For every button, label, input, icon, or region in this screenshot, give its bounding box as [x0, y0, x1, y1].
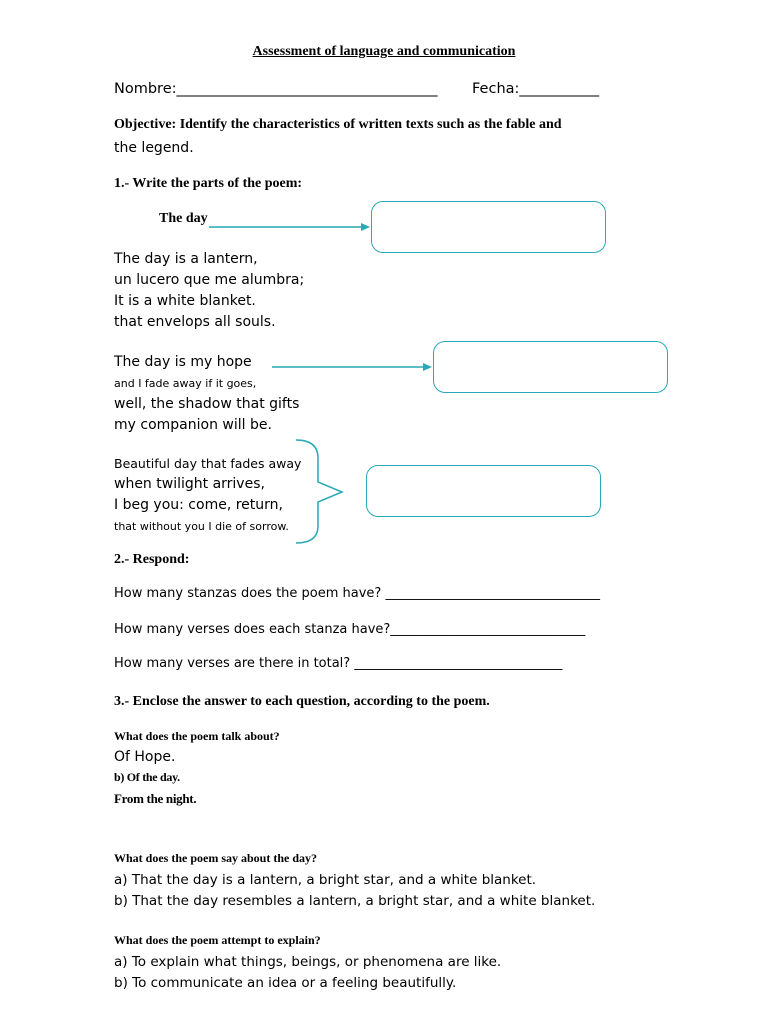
stanza-3: [114, 453, 301, 537]
verse: that without you I die of sorrow.: [114, 520, 289, 533]
verse: Beautiful day that fades away: [114, 456, 302, 471]
question-1: What does the poem talk about?: [114, 729, 280, 743]
question-3: What does the poem attempt to explain?: [114, 933, 321, 947]
section-3-heading: 3.- Enclose the answer to each question, according to the poem.: [114, 694, 490, 709]
q2-option-b[interactable]: b) That the day resembles a lantern, a bright star, and a white blanket.: [114, 893, 596, 909]
q2-options: [114, 870, 595, 912]
q3-options: [114, 952, 501, 994]
section-1-heading: 1.- Write the parts of the poem:: [114, 176, 303, 191]
nombre-field[interactable]: Nombre:____________________________________: [114, 81, 438, 97]
section-2-heading: 2.- Respond:: [114, 552, 190, 567]
q1-option-b[interactable]: b) Of the day.: [114, 770, 180, 784]
verse: my companion will be.: [114, 417, 272, 433]
verse: The day is a lantern,: [114, 251, 258, 267]
respond-question-stanzas[interactable]: How many stanzas does the poem have? _________________________________: [114, 586, 600, 601]
poem-title: The day: [159, 211, 208, 226]
respond-question-verses-per-stanza[interactable]: How many verses does each stanza have?______________________________: [114, 622, 586, 637]
verse: The day is my hope: [114, 354, 252, 370]
verse: well, the shadow that gifts: [114, 396, 300, 412]
verse: that envelops all souls.: [114, 314, 276, 330]
objective-line-2: the legend.: [114, 140, 194, 156]
q1-option-a[interactable]: Of Hope.: [114, 749, 176, 765]
verse: It is a white blanket.: [114, 293, 256, 309]
respond-question-total-verses[interactable]: How many verses are there in total? ________________________________: [114, 656, 563, 671]
verse-answer-box[interactable]: [366, 465, 601, 517]
verse: un lucero que me alumbra;: [114, 272, 305, 288]
objective-line-1: Objective: Identify the characteristics of written texts such as the fable and: [114, 117, 562, 132]
poem-title-answer-box[interactable]: [371, 201, 606, 253]
verse: I beg you: come, return,: [114, 497, 283, 513]
page-title: Assessment of language and communication: [252, 44, 516, 59]
stanza-answer-box[interactable]: [433, 341, 668, 393]
q2-option-a[interactable]: a) That the day is a lantern, a bright star, and a white blanket.: [114, 872, 537, 888]
verse: when twilight arrives,: [114, 476, 265, 492]
fecha-field[interactable]: Fecha:___________: [472, 81, 600, 97]
q3-option-b[interactable]: b) To communicate an idea or a feeling beautifully.: [114, 975, 457, 991]
q1-option-c[interactable]: From the night.: [114, 791, 197, 806]
q3-option-a[interactable]: a) To explain what things, beings, or phenomena are like.: [114, 954, 502, 970]
stanza-2: [114, 352, 299, 436]
stanza-1: [114, 249, 304, 333]
question-2: What does the poem say about the day?: [114, 851, 318, 865]
verse: and I fade away if it goes,: [114, 377, 257, 390]
